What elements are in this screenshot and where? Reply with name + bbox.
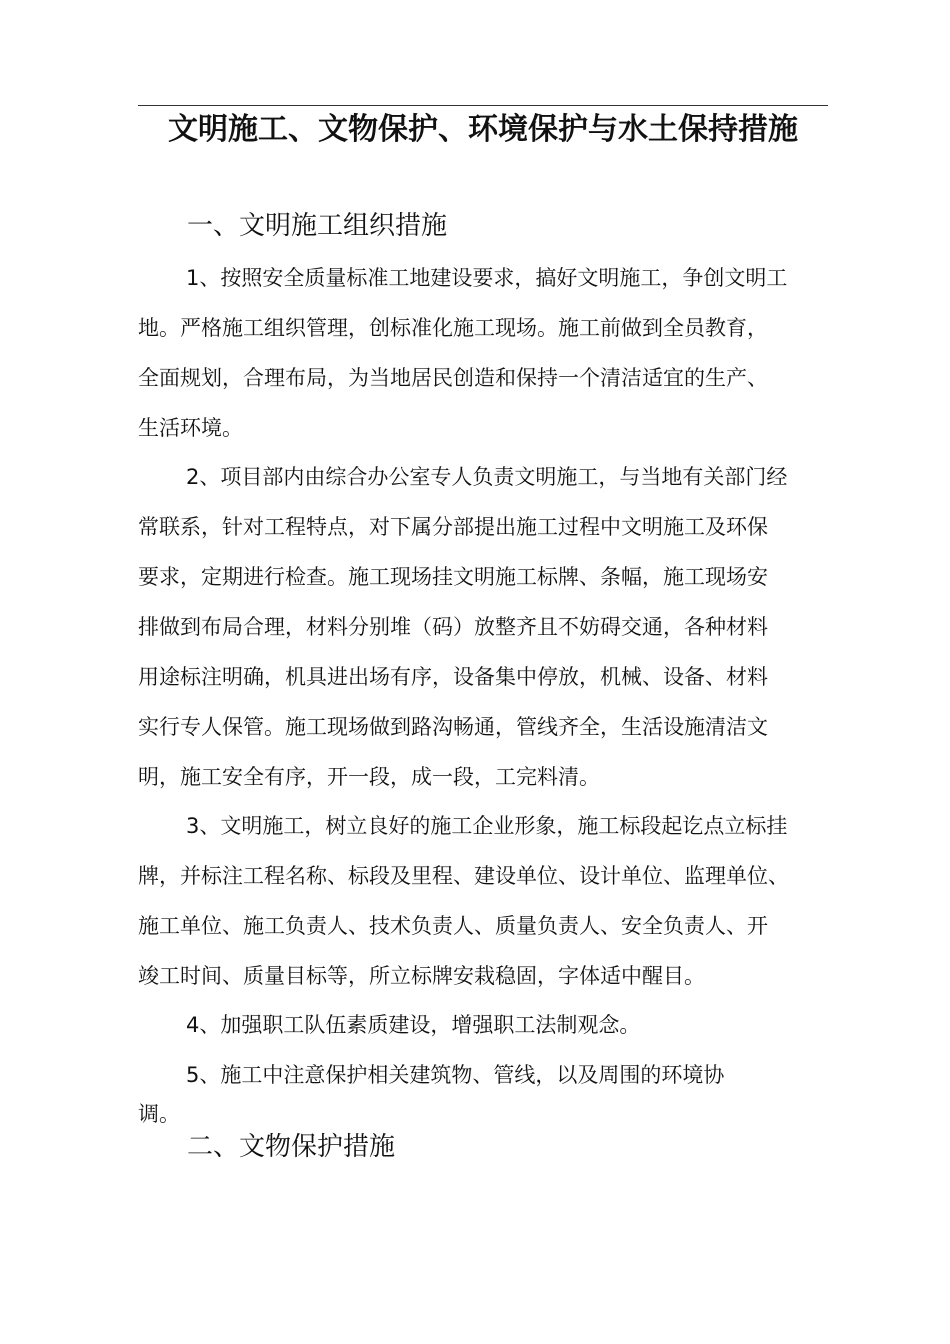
- paragraph-3: [138, 801, 828, 1001]
- paragraph-line: 施工单位、施工负责人、技术负责人、质量负责人、安全负责人、开: [138, 914, 768, 938]
- paragraph-line: 要求，定期进行检查。施工现场挂文明施工标牌、条幅，施工现场安: [138, 565, 768, 589]
- paragraph-line: 牌，并标注工程名称、标段及里程、建设单位、设计单位、监理单位、: [138, 864, 789, 888]
- paragraph-4: [138, 1000, 828, 1050]
- paragraph-line: 用途标注明确，机具进出场有序，设备集中停放，机械、设备、材料: [138, 665, 768, 689]
- paragraph-line: 2、项目部内由综合办公室专人负责文明施工，与当地有关部门经: [186, 465, 788, 489]
- paragraph-line: 实行专人保管。施工现场做到路沟畅通，管线齐全，生活设施清洁文: [138, 715, 768, 739]
- paragraph-line: 3、文明施工，树立良好的施工企业形象，施工标段起讫点立标挂: [186, 814, 788, 838]
- paragraph-1: [138, 253, 828, 453]
- paragraph-line: 排做到布局合理，材料分别堆（码）放整齐且不妨碍交通，各种材料: [138, 615, 768, 639]
- paragraph-line: 地。严格施工组织管理，创标准化施工现场。施工前做到全员教育，: [138, 316, 768, 340]
- document-title: 文明施工、文物保护、环境保护与水土保持措施: [168, 112, 798, 147]
- paragraph-line: 明，施工安全有序，开一段，成一段，工完料清。: [138, 765, 600, 789]
- top-rule: [138, 105, 828, 106]
- paragraph-line: 常联系，针对工程特点，对下属分部提出施工过程中文明施工及环保: [138, 515, 768, 539]
- section-heading-civilized-construction: 一、文明施工组织措施: [187, 211, 448, 241]
- paragraph-2: [138, 452, 828, 802]
- section-heading-cultural-relic-protection: 二、文物保护措施: [187, 1132, 396, 1162]
- paragraph-line: 5、施工中注意保护相关建筑物、管线，以及周围的环境协: [186, 1063, 725, 1087]
- paragraph-line: 生活环境。: [138, 416, 243, 440]
- paragraph-line: 调。: [138, 1102, 180, 1126]
- paragraph-line: 1、按照安全质量标准工地建设要求，搞好文明施工，争创文明工: [186, 266, 788, 290]
- paragraph-line: 4、加强职工队伍素质建设，增强职工法制观念。: [186, 1013, 641, 1037]
- paragraph-5: [138, 1050, 828, 1128]
- paragraph-line: 竣工时间、质量目标等，所立标牌安栽稳固，字体适中醒目。: [138, 964, 705, 988]
- paragraph-line: 全面规划，合理布局，为当地居民创造和保持一个清洁适宜的生产、: [138, 366, 768, 390]
